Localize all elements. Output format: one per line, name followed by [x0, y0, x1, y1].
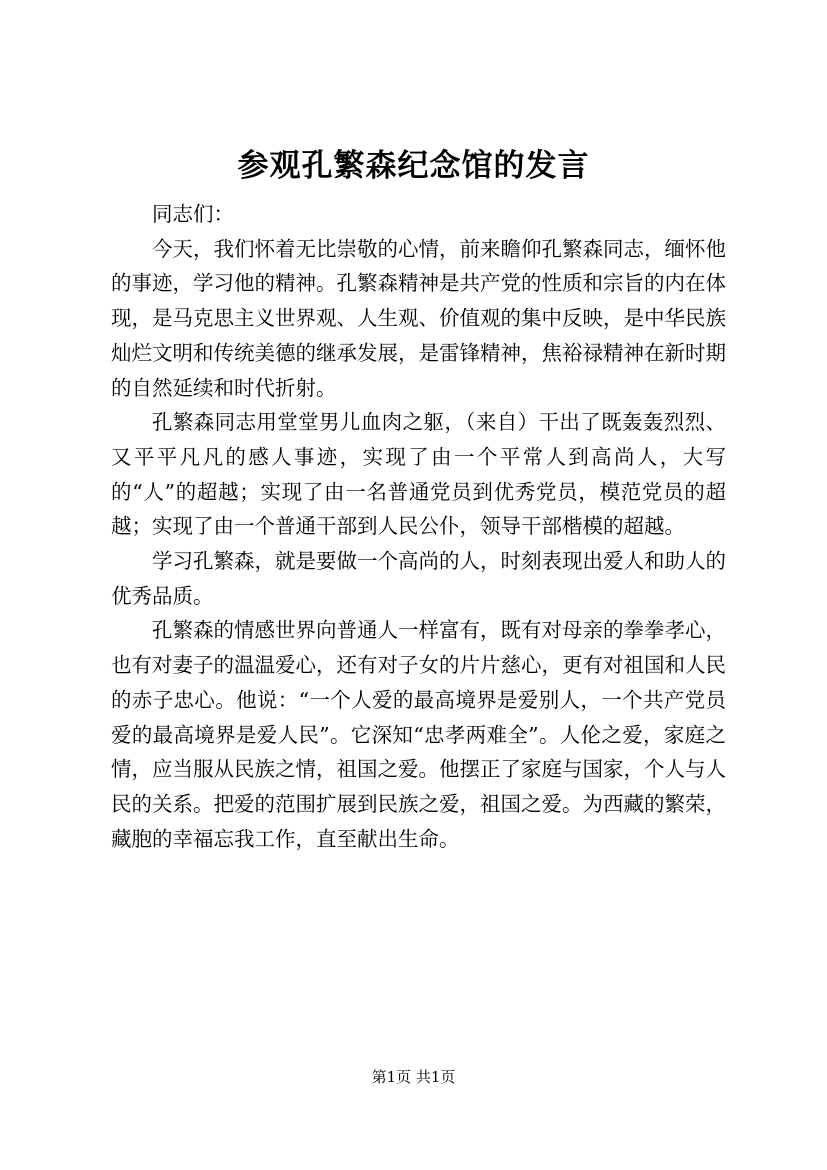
paragraph-1: 今天，我们怀着无比崇敬的心情，前来瞻仰孔繁森同志，缅怀他的事迹，学习他的精神。孔繁森精神是共产党的性质和宗旨的内在体现，是马克思主义世界观、人生观、价值观的集中反映，是中华民族灿烂文明和传统美德的继承发展，是雷锋精神，焦裕禄精神在新时期的自然延续和时代折射。 — [111, 236, 726, 400]
document-title: 参观孔繁森纪念馆的发言 — [237, 148, 590, 184]
paragraph-salutation: 同志们： — [152, 202, 234, 226]
document-body — [111, 197, 726, 856]
paragraph-4: 孔繁森的情感世界向普通人一样富有，既有对母亲的拳拳孝心，也有对妻子的温温爱心，还有对子女的片片慈心，更有对祖国和人民的赤子忠心。他说：“一个人爱的最高境界是爱别人，一个共产党员爱的最高境界是爱人民”。它深知“忠孝两难全”。人伦之爱，家庭之情，应当服从民族之情，祖国之爱。他摆正了家庭与国家，个人与人民的关系。把爱的范围扩展到民族之爱，祖国之爱。为西藏的繁荣，藏胞的幸福忘我工作，直至献出生命。 — [111, 618, 726, 851]
page-footer: 第1页 共1页 — [371, 1068, 456, 1086]
paragraph-2: 孔繁森同志用堂堂男儿血肉之躯，（来自）干出了既轰轰烈烈、又平平凡凡的感人事迹，实现了由一个平常人到高尚人，大写的“人”的超越；实现了由一名普通党员到优秀党员，模范党员的超越；实现了由一个普通干部到人民公仆，领导干部楷模的超越。 — [111, 410, 726, 539]
paragraph-3: 学习孔繁森，就是要做一个高尚的人，时刻表现出爱人和助人的优秀品质。 — [111, 549, 726, 608]
